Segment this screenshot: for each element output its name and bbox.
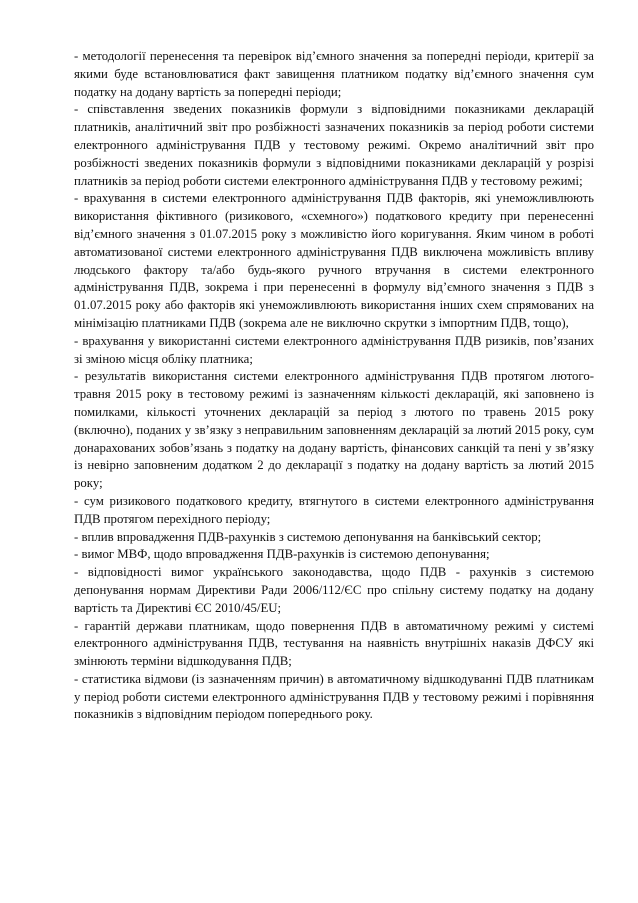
paragraph-fictitious-credit: - врахування в системи електронного адміністрування ПДВ факторів, які унеможливлюють використання фіктивного (ризикового, «схемного») податкового кредиту при перенесенні від’ємного значення з 01.07.2015 року з можливістю його коригування. Яким чином в роботі автоматизованої системи електронного адміністрування ПДВ виключена можливість впливу людського фактору та/або будь-якого ручного втручання в системи електронного адміністрування ПДВ, зокрема і при перенесенні в формулу від’ємного значення з ПДВ з 01.07.2015 року або факторів які унеможливлюють використання інших схем спрямованих на мінімізацію платниками ПДВ (зокрема але не виключно скрутки з імпортним ПДВ, тощо), <box>74 191 594 330</box>
paragraph-test-results: - результатів використання системи електронного адміністрування ПДВ протягом лютого-травня 2015 року в тестовому режимі із зазначенням кількості декларацій, які заповнено із помилками, кількості уточнених декларацій за період з лютого по травень 2015 року (включно), поданих у зв’язку з неправильним заповненням декларацій за лютий 2015 року, сум донарахованих зобов’язань з податку на додану вартість, фінансових санкцій та пені у зв’язку із невірно заповненим додатком 2 до декларації з податку на додану вартість за лютий 2015 року; <box>74 369 594 491</box>
paragraph-imf-requirements: - вимог МВФ, щодо впровадження ПДВ-рахунків із системою депонування; <box>74 547 490 562</box>
paragraph-banking-impact: - вплив впровадження ПДВ-рахунків з системою депонування на банківський сектор; <box>74 529 542 544</box>
paragraph-comparison: - співставлення зведених показників формули з відповідними показниками декларацій платників, аналітичний звіт про розбіжності зазначених показників за період роботи системи електронного адміністрування ПДВ у тестовому режимі. Окремо аналітичний звіт про розбіжності зведених показників формули з відповідними показниками декларацій у розрізі платників за період роботи системи електронного адміністрування ПДВ у тестовому режимі; <box>74 102 594 188</box>
paragraph-methodology: - методології перенесення та перевірок від’ємного значення за попередні періоди, критерії за якими буде встановлюватися факт завищення платником податку від’ємного значення сум податку на додану вартість за попередні періоди; <box>74 49 594 99</box>
paragraph-registration-change: - врахування у використанні системи електронного адміністрування ПДВ ризиків, пов’язаних зі зміною місця обліку платника; <box>74 333 594 366</box>
paragraph-state-guarantees: - гарантій держави платникам, щодо повернення ПДВ в автоматичному режимі у системі електронного адміністрування ПДВ, тестування на наявність внутрішніх наказів ДФСУ які змінюють терміни відшкодування ПДВ; <box>74 618 594 669</box>
paragraph-risky-credit: - сум ризикового податкового кредиту, втягнутого в системи електронного адміністрування ПДВ протягом перехідного періоду; <box>74 493 594 526</box>
paragraph-refusal-statistics: - статистика відмови (із зазначенням причин) в автоматичному відшкодуванні ПДВ платникам у період роботи системи електронного адміністрування ПДВ у тестовому режимі і порівняння показників з відповідним періодом попереднього року. <box>74 671 594 722</box>
document-page <box>74 48 594 724</box>
paragraph-eu-compliance: - відповідності вимог українського законодавства, щодо ПДВ - рахунків з системою депонування нормам Директиви Ради 2006/112/ЄС про спільну систему податку на додану вартість та Директиві ЄС 2010/45/EU; <box>74 565 594 615</box>
